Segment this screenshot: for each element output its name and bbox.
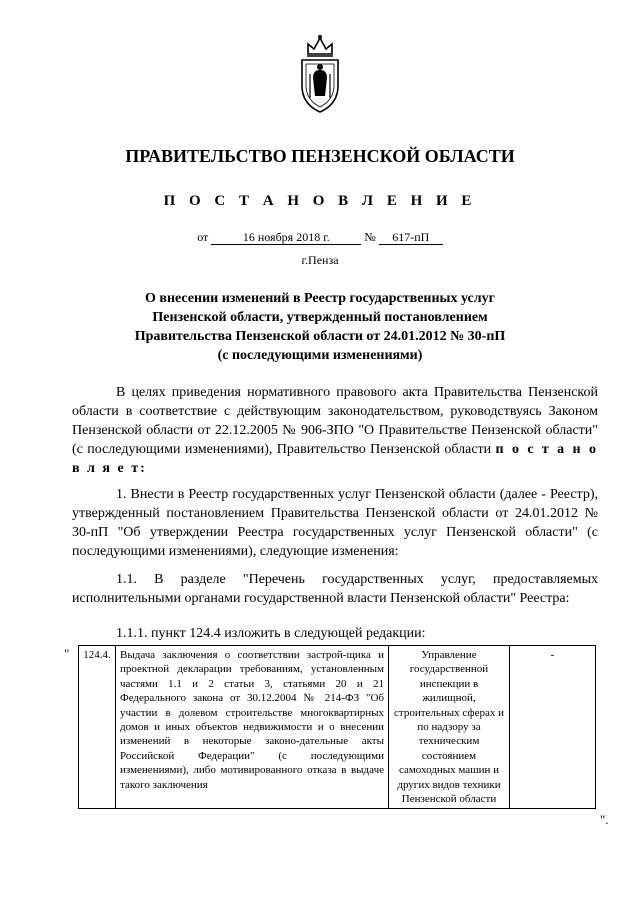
penza-coat-of-arms-icon: [294, 34, 346, 114]
decree-heading: П О С Т А Н О В Л Е Н И Е: [163, 193, 477, 209]
clause-1-paragraph: 1. Внести в Реестр государственных услуг Пензенской области (далее - Реестр), утвержденный постановлением Правительства Пензенской области от 24.01.2012 № 30-пП "Об утверждении Реестра государственных услуг Пензенской области" (с последующими изменениями), следующие изменения:: [72, 487, 598, 559]
closing-quote: ".: [600, 812, 609, 827]
table-row: [79, 646, 596, 809]
subject-line: О внесении изменений в Реестр государственных услуг: [145, 291, 495, 306]
resolves-word: п о с т а н о в л я е т:: [72, 442, 598, 476]
subject-line: Пензенской области, утвержденный постановлением: [152, 310, 488, 325]
item-number-cell: 124.4.: [79, 646, 116, 809]
amendment-table: [78, 645, 596, 809]
decree-date: 16 ноября 2018 г.: [211, 230, 361, 245]
service-description-cell: Выдача заключения о соответствии застрой-щика и проектной декларации требованиям, установленным частями 1.1 и 2 статьи 3, статьями 20 и 21 Федерального закона от 30.12.2004 № 214-ФЗ "Об участии в долевом строительстве многоквартирных домов и иных объектов недвижимости и о внесении изменений в некоторые законо-дательные акты Российской Федерации" (с последующими изменениями), либо мотивированного отказа в выдаче такого заключения: [116, 646, 389, 809]
decree-date-line: [0, 230, 640, 245]
clause-1-1-1-paragraph: 1.1.1. пункт 124.4 изложить в следующей редакции:: [116, 626, 426, 641]
date-prefix: от: [197, 230, 209, 244]
opening-quote: ": [64, 646, 70, 661]
decree-number: 617-пП: [379, 230, 443, 245]
subject-line: Правительства Пензенской области от 24.01.2012 № 30-пП: [134, 329, 506, 344]
city-name: г.Пенза: [301, 253, 339, 267]
subject-line: (с последующими изменениями): [217, 348, 423, 363]
clause-1-1-paragraph: 1.1. В разделе "Перечень государственных услуг, предоставляемых исполнительными органами государственной власти Пензенской области" Реестра:: [72, 572, 598, 606]
number-sign: №: [364, 230, 376, 244]
extra-cell: -: [510, 646, 596, 809]
government-title: ПРАВИТЕЛЬСТВО ПЕНЗЕНСКОЙ ОБЛАСТИ: [125, 146, 515, 166]
preamble-paragraph: [72, 383, 598, 478]
responsible-organization-cell: Управление государственной инспекции в жилищной, строительных сферах и по надзору за техническим состоянием самоходных машин и других видов техники Пензенской области: [389, 646, 510, 809]
preamble-text: В целях приведения нормативного правового акта Правительства Пензенской области в соответствие с действующим законодательством, руководствуясь Законом Пензенской области от 22.12.2005 № 906-ЗПО "О Правительстве Пензенской области" (с последующими изменениями), Правительство Пензенской области: [72, 385, 598, 457]
decree-subject: [80, 289, 560, 365]
